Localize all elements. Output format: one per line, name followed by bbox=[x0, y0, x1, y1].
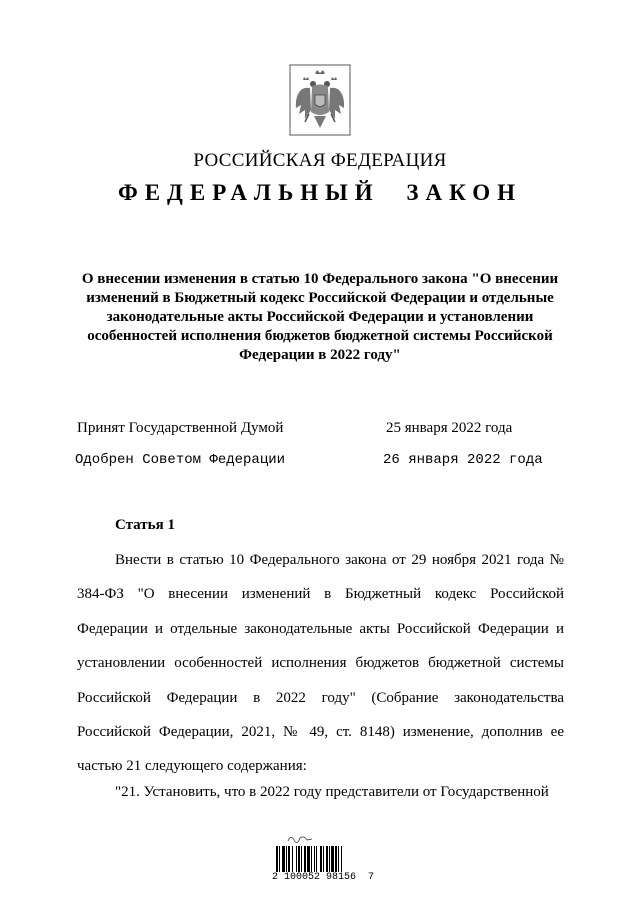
council-date: 26 января 2022 года bbox=[383, 452, 543, 468]
duma-date: 25 января 2022 года bbox=[386, 420, 513, 436]
document-type: ФЕДЕРАЛЬНЫЙ ЗАКОН bbox=[117, 180, 523, 205]
article-heading: Статья 1 bbox=[115, 517, 175, 533]
quoted-amendment: "21. Установить, что в 2022 году представители от Государственной bbox=[115, 784, 549, 800]
country-name: РОССИЙСКАЯ ФЕДЕРАЦИЯ bbox=[193, 150, 447, 171]
barcode-number: 2 100052 98156 7 bbox=[272, 872, 375, 883]
law-title: О внесении изменения в статью 10 Федерального закона "О внесении изменений в Бюджетный кодекс Российской Федерации и отдельные законодательные акты Российской Федерации и установлении особенностей исполнения бюджетов бюджетной системы Российской Федерации в 2022 году" bbox=[81, 271, 559, 363]
duma-label: Принят Государственной Думой bbox=[77, 420, 284, 436]
council-label: Одобрен Советом Федерации bbox=[75, 452, 286, 468]
coat-of-arms-icon bbox=[289, 64, 351, 136]
barcode-icon bbox=[276, 846, 366, 872]
article-paragraph: Внести в статью 10 Федерального закона от 29 ноября 2021 года № 384-ФЗ "О внесении изменений в Бюджетный кодекс Российской Федерации и отдельные законодательные акты Российской Федерации и установлении особенностей исполнения бюджетов бюджетной системы Российской Федерации в 2022 году" (Собрание законодательства Российской Федерации, 2021, № 49, ст. 8148) изменение, дополнив ее частью 21 следующего содержания: bbox=[77, 552, 564, 775]
signature-mark-icon bbox=[287, 833, 313, 845]
